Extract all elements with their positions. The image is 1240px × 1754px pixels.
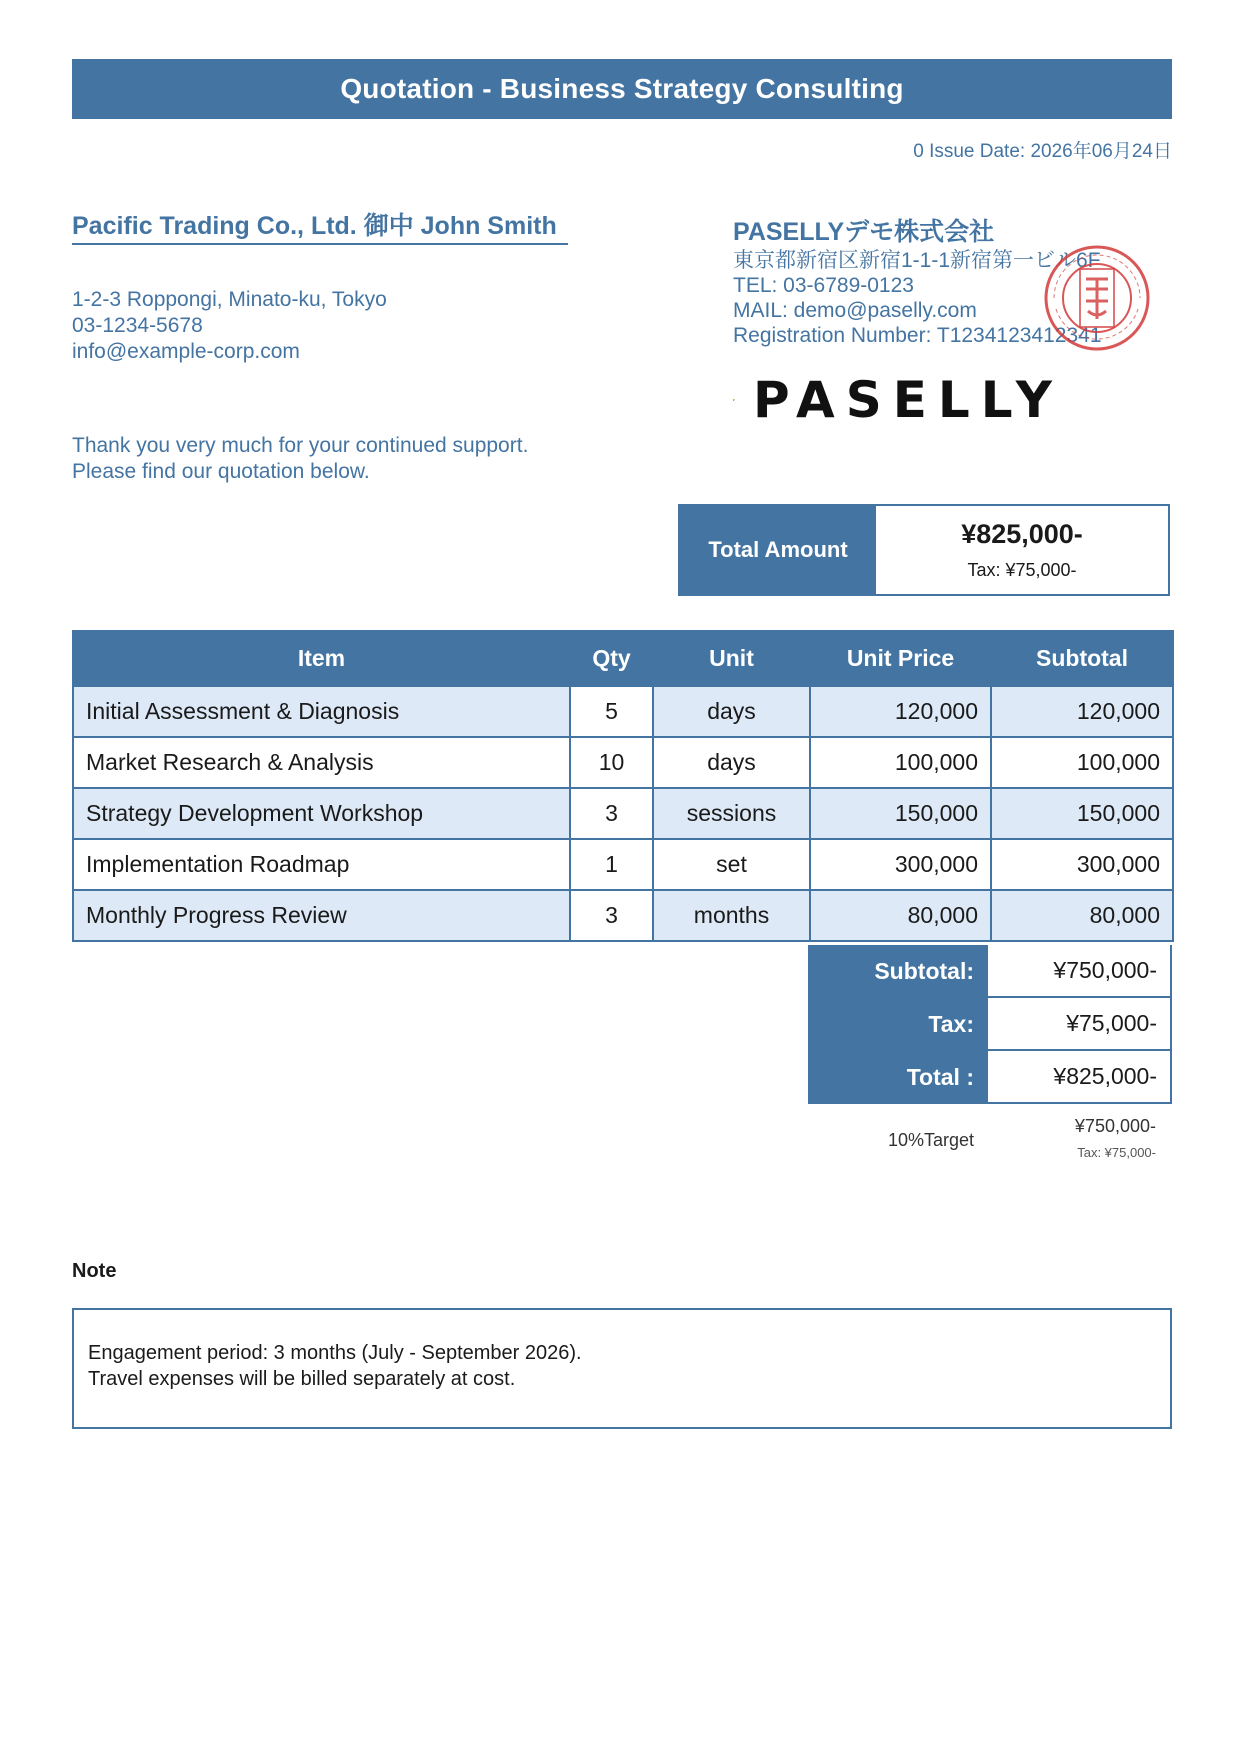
cell-item: Implementation Roadmap <box>73 839 570 890</box>
client-address: 1-2-3 Roppongi, Minato-ku, Tokyo <box>72 288 387 311</box>
company-mail: MAIL: demo@paselly.com <box>733 299 977 322</box>
summary-subtotal-row <box>808 945 1172 998</box>
issue-date: 0 Issue Date: 2026年06月24日 <box>913 141 1172 162</box>
total-amount-value: ¥825,000- <box>961 519 1083 549</box>
logo-wordmark: PASELLY <box>752 371 1063 429</box>
company-tel: TEL: 03-6789-0123 <box>733 274 914 297</box>
cell-subtotal: 300,000 <box>991 839 1173 890</box>
company-name: PASELLYデモ株式会社 <box>733 218 995 246</box>
table-row <box>73 686 1173 737</box>
summary-tax-value: ¥75,000- <box>988 998 1172 1051</box>
company-logo <box>733 368 1063 432</box>
cell-unit-price: 150,000 <box>810 788 991 839</box>
client-name: Pacific Trading Co., Ltd. 御中 John Smith <box>72 212 568 245</box>
cell-subtotal: 80,000 <box>991 890 1173 941</box>
client-phone: 03-1234-5678 <box>72 314 203 337</box>
greeting <box>72 433 528 485</box>
document-title: Quotation - Business Strategy Consulting <box>72 59 1172 119</box>
note-line-2: Travel expenses will be billed separately at cost. <box>88 1368 516 1390</box>
cell-subtotal: 100,000 <box>991 737 1173 788</box>
cell-subtotal: 120,000 <box>991 686 1173 737</box>
summary-tax-row <box>808 998 1172 1051</box>
cell-unit: sessions <box>653 788 810 839</box>
note-title: Note <box>72 1260 117 1282</box>
tax-target-tax: Tax: ¥75,000- <box>1077 1145 1156 1160</box>
greeting-line-2: Please find our quotation below. <box>72 460 370 483</box>
cell-qty: 1 <box>570 839 653 890</box>
client-info <box>72 287 387 365</box>
header-subtotal: Subtotal <box>991 631 1173 686</box>
cell-unit: set <box>653 839 810 890</box>
summary-total-label: Total : <box>808 1051 988 1104</box>
summary-block <box>808 945 1172 1104</box>
cell-unit: months <box>653 890 810 941</box>
table-row <box>73 890 1173 941</box>
cell-unit-price: 80,000 <box>810 890 991 941</box>
note-box <box>72 1308 1172 1429</box>
cell-unit: days <box>653 686 810 737</box>
summary-tax-label: Tax: <box>808 998 988 1051</box>
total-amount-values <box>876 506 1168 594</box>
cell-item: Market Research & Analysis <box>73 737 570 788</box>
cell-item: Initial Assessment & Diagnosis <box>73 686 570 737</box>
cell-subtotal: 150,000 <box>991 788 1173 839</box>
cell-unit-price: 100,000 <box>810 737 991 788</box>
total-amount-box <box>678 504 1170 596</box>
company-registration: Registration Number: T1234123412341 <box>733 324 1102 347</box>
total-amount-tax: Tax: ¥75,000- <box>967 560 1077 580</box>
cell-qty: 3 <box>570 890 653 941</box>
header-unit: Unit <box>653 631 810 686</box>
header-qty: Qty <box>570 631 653 686</box>
cell-unit-price: 300,000 <box>810 839 991 890</box>
table-row <box>73 737 1173 788</box>
header-item: Item <box>73 631 570 686</box>
company-address: 東京都新宿区新宿1-1-1新宿第一ビル6F <box>733 249 1101 272</box>
logo-leaf-icon <box>733 371 735 429</box>
summary-total-value: ¥825,000- <box>988 1051 1172 1104</box>
cell-item: Monthly Progress Review <box>73 890 570 941</box>
cell-item: Strategy Development Workshop <box>73 788 570 839</box>
total-amount-label: Total Amount <box>680 506 876 594</box>
cell-unit: days <box>653 737 810 788</box>
table-header-row <box>73 631 1173 686</box>
client-email: info@example-corp.com <box>72 340 300 363</box>
table-row <box>73 788 1173 839</box>
cell-qty: 10 <box>570 737 653 788</box>
summary-subtotal-label: Subtotal: <box>808 945 988 998</box>
cell-qty: 3 <box>570 788 653 839</box>
tax-target-value: ¥750,000- <box>1074 1116 1156 1136</box>
cell-qty: 5 <box>570 686 653 737</box>
items-table <box>72 630 1174 942</box>
tax-target-label: 10%Target <box>887 1130 974 1150</box>
table-row <box>73 839 1173 890</box>
summary-subtotal-value: ¥750,000- <box>988 945 1172 998</box>
note-line-1: Engagement period: 3 months (July - September 2026). <box>88 1342 582 1364</box>
summary-total-row <box>808 1051 1172 1104</box>
greeting-line-1: Thank you very much for your continued support. <box>72 434 529 457</box>
header-unit-price: Unit Price <box>810 631 991 686</box>
cell-unit-price: 120,000 <box>810 686 991 737</box>
company-seal-stamp <box>1042 243 1152 353</box>
